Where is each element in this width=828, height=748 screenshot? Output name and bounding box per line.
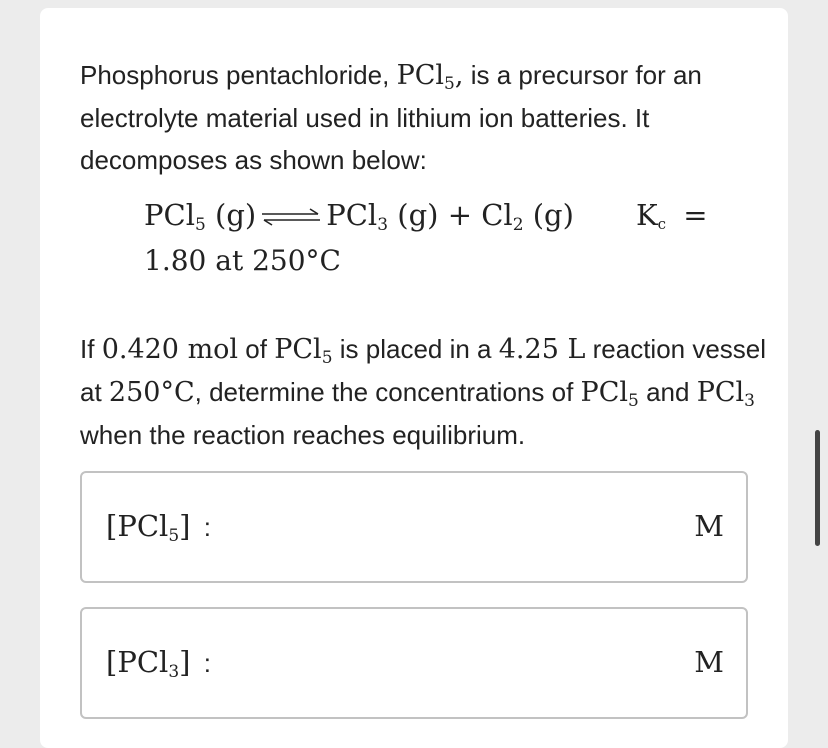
intro-text-2: is a precursor for an electrolyte material used in lithium ion batteries. It decomposes as shown below: <box>80 60 702 175</box>
volume-value: 4.25 L <box>498 334 586 365</box>
reaction-equation: PCl$_5$ (g) PCl$_3$ $(g) + Cl_2$ (g) <box>144 198 574 235</box>
answer-label-pcl3: [PCl$_3$] : <box>106 645 211 682</box>
unit-label: M <box>694 645 724 679</box>
formula-pcl5-q2: PCl$_5$ <box>580 377 639 411</box>
equilibrium-arrow-icon <box>260 206 322 228</box>
answer-label-pcl5: [PCl$_5$] : <box>106 509 211 546</box>
formula-pcl5: PCl$_5$, <box>396 60 464 94</box>
answer-field-pcl3[interactable] <box>80 607 748 719</box>
formula-pcl3-q: PCl$_3$ <box>696 377 755 411</box>
moles-value: 0.420 mol <box>101 334 239 365</box>
kc-value: 1.80 at 250°C <box>144 244 341 277</box>
scrollbar[interactable] <box>815 430 820 546</box>
answer-field-pcl5[interactable] <box>80 471 748 583</box>
question-paragraph: If 0.420 mol of PCl$_5$ is placed in a 4.25 L reaction vessel at 250°C, determine the concentrations of PCl$_5$ and PCl$_3$ when the reaction reaches equilibrium. <box>80 334 767 450</box>
formula-pcl5-q: PCl$_5$ <box>274 334 333 368</box>
intro-paragraph <box>80 54 770 181</box>
temp-value: 250°C <box>108 377 195 408</box>
unit-label: M <box>694 509 724 543</box>
intro-text-1: Phosphorus pentachloride, <box>80 60 390 90</box>
question-card <box>40 8 788 748</box>
kc-label: $K_c$ = <box>636 198 708 233</box>
